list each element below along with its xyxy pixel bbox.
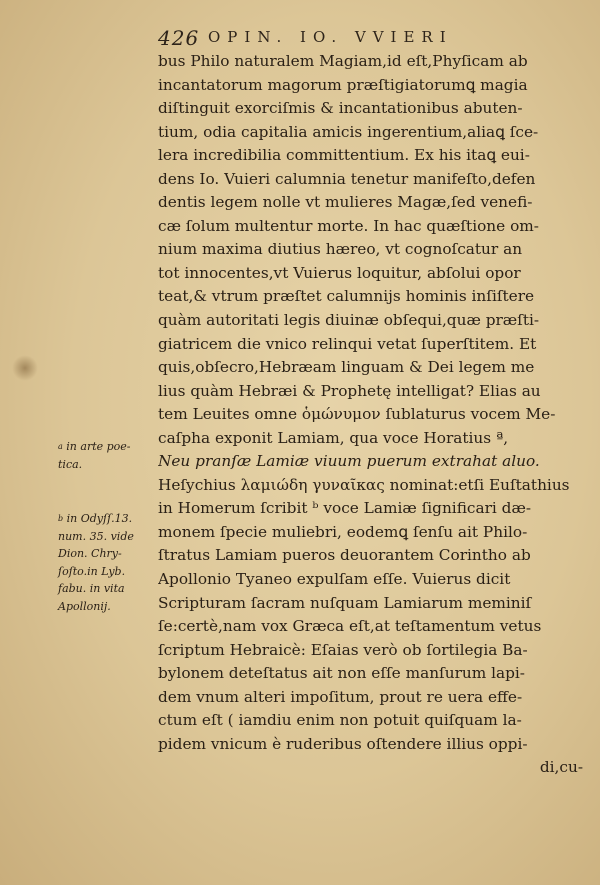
text-line: giatricem die vnico relinqui vetat ſuperſtitem. Et [158, 334, 537, 353]
text-line: Heſychius λαμιώδη γυναῖκας nominat:etſi Euſtathius [158, 475, 570, 494]
note-line: tica. [58, 457, 83, 471]
ink-stain [12, 355, 38, 381]
margin-note-b [58, 510, 134, 615]
text-line: pidem vnicum è ruderibus oſtendere illius oppi- [158, 734, 528, 753]
text-line: ſcriptum Hebraicè: Eſaias verò ob ſortilegia Ba- [158, 640, 528, 659]
note-line: ſoſto.in Lyb. [58, 564, 126, 578]
text-line: ctum eſt ( iamdiu enim non potuit quiſquam la- [158, 711, 522, 730]
text-line: tem Leuites omne ὁμώνυμον ſublaturus vocem Me- [158, 405, 556, 424]
note-line: fabu. in vita [58, 582, 125, 595]
text-line: lera incredibilia committentium. Ex his itaꝗ eui- [158, 146, 530, 165]
text-line: dens Io. Vuieri calumnia tenetur manifeſto,defen [158, 169, 536, 188]
running-title: OPIN. IO. VVIERI [208, 28, 453, 46]
text-line: nium maxima diutius hæreo, vt cognoſcatur an [158, 240, 523, 259]
text-line: in Homerum ſcribit ᵇ voce Lamiæ ſignificari dæ- [158, 499, 531, 518]
text-line: incantatorum magorum præſtigiatorumꝗ magia [158, 75, 528, 94]
note-line: in arte poe- [66, 440, 131, 453]
text-line: quàm autoritati legis diuinæ obſequi,quæ præſti- [158, 311, 540, 330]
catchword: di,cu- [539, 758, 583, 777]
note-line: in Odyſſ.13. [66, 512, 133, 525]
note-line: Dion. Chry- [58, 547, 122, 560]
page-number: 426 [158, 26, 200, 50]
text-line: caſpha exponit Lamiam, qua voce Horatius ª, [158, 428, 509, 447]
note-line: Apollonij. [58, 599, 111, 613]
text-line: lius quàm Hebræi & Prophetę intelligat? Elias au [158, 381, 541, 400]
main-text-block [158, 50, 583, 780]
text-line: ſe:certè,nam vox Græca eſt,at teſtamentum vetus [158, 617, 542, 636]
text-line: teat,& vtrum præſtet calumnijs hominis inſiſtere [158, 287, 535, 306]
text-line: Scripturam ſacram nuſquam Lamiarum meminiſ [158, 593, 532, 612]
text-line: dentis legem nolle vt mulieres Magæ,ſed venefi- [158, 193, 533, 212]
text-line: ſtratus Lamiam pueros deuorantem Corintho ab [158, 546, 531, 565]
text-line: diſtinguit exorciſmis & incantationibus abuten- [158, 99, 523, 118]
text-line: bus Philo naturalem Magiam,id eſt,Phyſicam ab [158, 52, 528, 70]
note-marker: b [58, 514, 64, 523]
text-line: quis,obſecro,Hebræam linguam & Dei legem me [158, 358, 535, 377]
text-line: Apollonio Tyaneo expulſam eſſe. Vuierus dicit [158, 570, 511, 589]
text-line: bylonem deteſtatus ait non eſſe manſurum lapi- [158, 664, 525, 683]
text-line: dem vnum alteri impoſitum, prout re uera effe- [158, 687, 523, 706]
margin-note-a [58, 438, 131, 473]
note-marker: a [58, 442, 63, 451]
text-line: cæ ſolum multentur morte. In hac quæſtione om- [158, 216, 539, 235]
note-line: num. 35. vide [58, 529, 134, 543]
text-line: tot innocentes,vt Vuierus loquitur, abſolui opor [158, 263, 521, 282]
text-line: monem ſpecie muliebri, eodemꝗ ſenſu ait Philo- [158, 522, 528, 541]
verse-quotation: Neu pranſæ Lamiæ viuum puerum extrahat aluo. [158, 452, 540, 471]
text-line: tium, odia capitalia amicis ingerentium,aliaꝗ ſce- [158, 122, 539, 141]
